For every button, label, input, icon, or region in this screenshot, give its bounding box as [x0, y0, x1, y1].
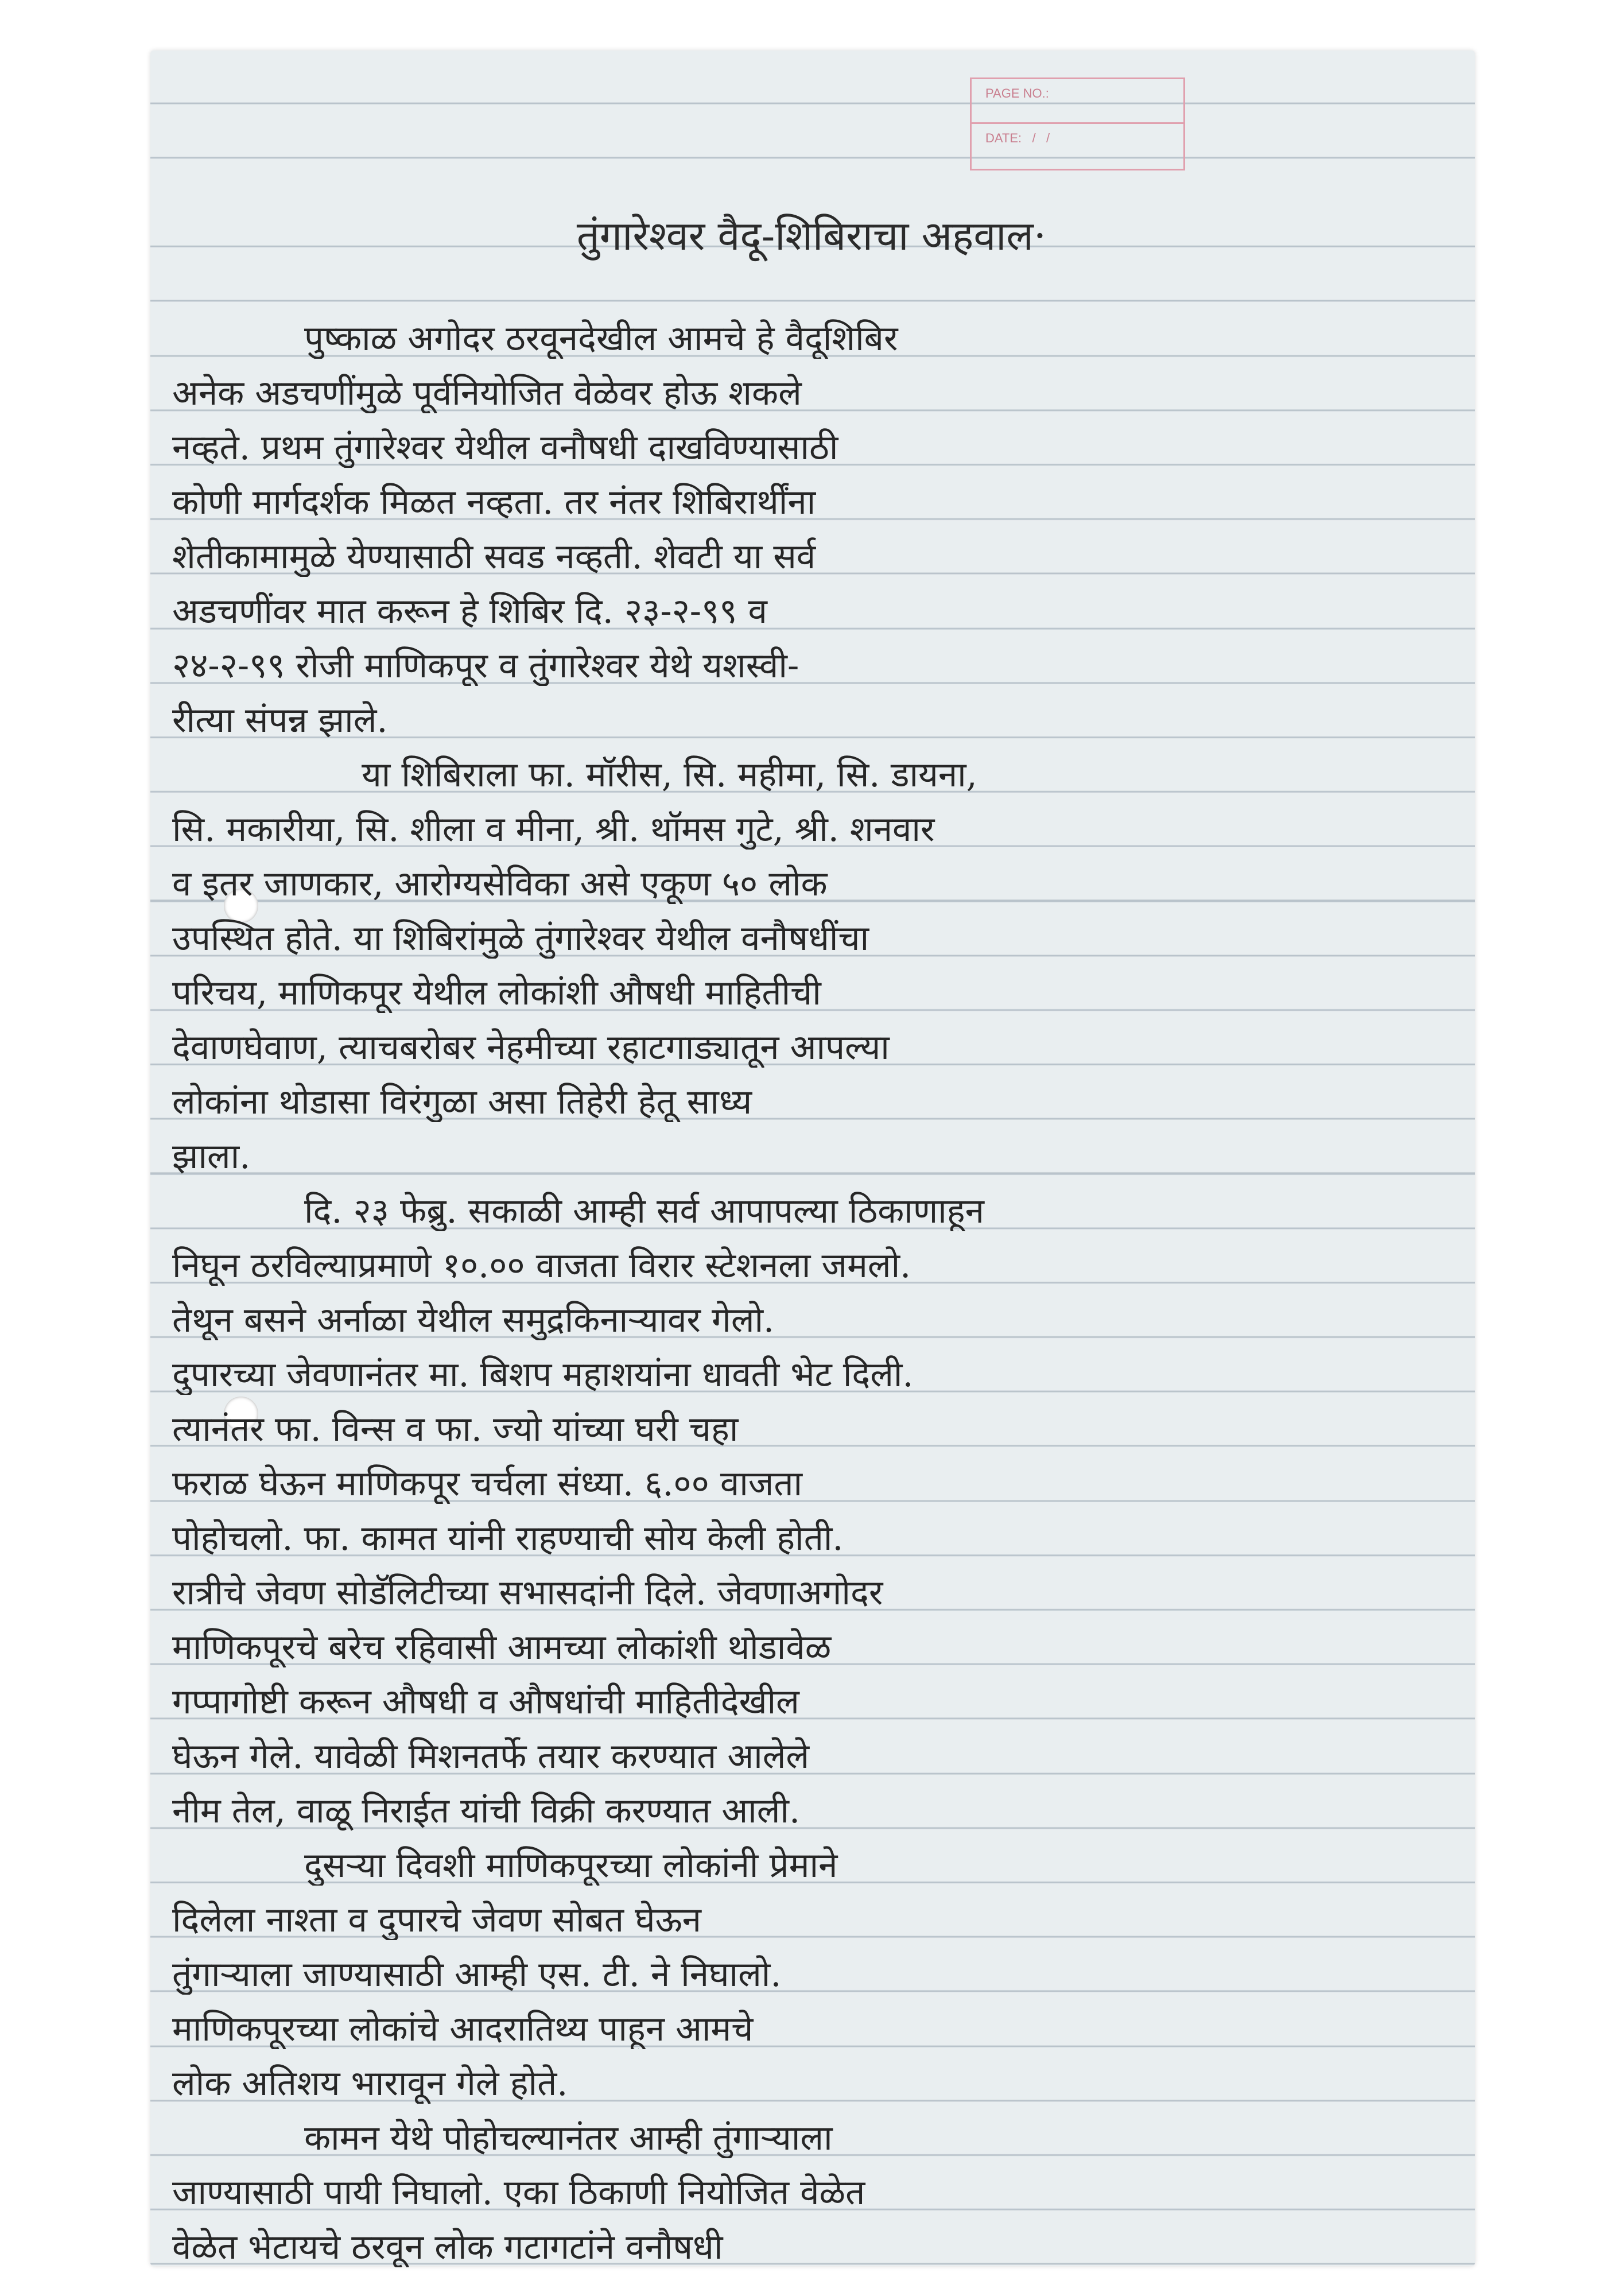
text-line: निघून ठरविल्याप्रमाणे १०.०० वाजता विरार स्टेशनला जमलो. [172, 1246, 911, 1286]
text-line: उपस्थित होते. या शिबिरांमुळे तुंगारेश्वर येथील वनौषधींचा [172, 918, 869, 959]
page-no-label: PAGE NO.: [972, 79, 1183, 124]
text-line: अडचणींवर मात करून हे शिबिर दि. २३-२-९९ व [172, 591, 767, 631]
text-line: घेऊन गेले. यावेळी मिशनतर्फे तयार करण्यात आलेले [172, 1736, 810, 1777]
text-line: व इतर जाणकार, आरोग्यसेविका असे एकूण ५० लोक [172, 864, 828, 904]
text-line: नव्हते. प्रथम तुंगारेश्वर येथील वनौषधी दाखविण्यासाठी [172, 428, 838, 468]
text-line: दुपारच्या जेवणानंतर मा. बिशप महाशयांना धावती भेट दिली. [172, 1355, 914, 1395]
page-title: तुंगारेश्वर वैदू-शिबिराचा अहवाल· [576, 212, 1047, 259]
text-line: तेथून बसने अर्नाळा येथील समुद्रकिनाऱ्यावर गेलो. [172, 1300, 775, 1340]
text-line: दिलेला नाश्ता व दुपारचे जेवण सोबत घेऊन [172, 1900, 701, 1940]
text-line: पोहोचलो. फा. कामत यांनी राहण्याची सोय केली होती. [172, 1518, 844, 1558]
text-line: लोकांना थोडासा विरंगुळा असा तिहेरी हेतू साध्य [172, 1082, 752, 1122]
text-line: परिचय, माणिकपूर येथील लोकांशी औषधी माहितीची [172, 973, 821, 1013]
text-line: लोक अतिशय भारावून गेले होते. [172, 2064, 568, 2104]
text-line: कामन येथे पोहोचल्यानंतर आम्ही तुंगाऱ्याला [304, 2118, 833, 2158]
text-line: रीत्या संपन्न झाले. [172, 700, 388, 740]
text-line: शेतीकामामुळे येण्यासाठी सवड नव्हती. शेवटी या सर्व [172, 537, 816, 577]
text-line: गप्पागोष्टी करून औषधी व औषधांची माहितीदेखील [172, 1682, 799, 1722]
text-line: सि. मकारीया, सि. शीला व मीना, श्री. थॉमस गुटे, श्री. शनवार [172, 809, 935, 850]
text-line: कोणी मार्गदर्शक मिळत नव्हता. तर नंतर शिबिरार्थींना [172, 482, 816, 522]
text-line: झाला. [172, 1137, 251, 1177]
text-line: नीम तेल, वाळू निराईत यांची विक्री करण्यात आली. [172, 1791, 801, 1831]
page-date-box [970, 77, 1185, 170]
text-line: माणिकपूरच्या लोकांचे आदरातिथ्य पाहून आमचे [172, 2009, 754, 2049]
text-line: फराळ घेऊन माणिकपूर चर्चला संध्या. ६.०० वाजता [172, 1464, 803, 1504]
text-line: अनेक अडचणींमुळे पूर्वनियोजित वेळेवर होऊ शकले [172, 373, 802, 413]
text-line: वेळेत भेटायचे ठरवून लोक गटागटांने वनौषधी [172, 2227, 723, 2267]
text-line: त्यानंतर फा. विन्‍स व फा. ज्यो यांच्या घरी चहा [172, 1409, 739, 1449]
text-line: देवाणघेवाण, त्याचबरोबर नेहमीच्या रहाटगाड्यातून आपल्या [172, 1027, 890, 1068]
text-line: दि. २३ फेब्रु. सकाळी आम्ही सर्व आपापल्या ठिकाणाहून [304, 1191, 984, 1231]
text-line: दुसऱ्या दिवशी माणिकपूरच्या लोकांनी प्रेमाने [304, 1845, 838, 1886]
text-line: माणिकपूरचे बरेच रहिवासी आमच्या लोकांशी थोडावेळ [172, 1627, 832, 1667]
text-line: जाण्यासाठी पायी निघालो. एका ठिकाणी नियोजित वेळेत [172, 2173, 865, 2213]
text-line: २४-२-९९ रोजी माणिकपूर व तुंगारेश्वर येथे यशस्वी- [172, 646, 799, 686]
text-line: तुंगाऱ्याला जाण्यासाठी आम्ही एस. टी. ने निघालो. [172, 1954, 782, 1995]
text-line: या शिबिराला फा. मॉरीस, सि. महीमा, सि. डायना, [362, 755, 977, 795]
text-line: रात्रीचे जेवण सोडॅलिटीच्या सभासदांनी दिले. जेवणाअगोदर [172, 1573, 883, 1613]
date-label: DATE: / / [985, 131, 1050, 145]
text-line: पुष्काळ अगोदर ठरवूनदेखील आमचे हे वैदूशिबिर [304, 319, 898, 359]
